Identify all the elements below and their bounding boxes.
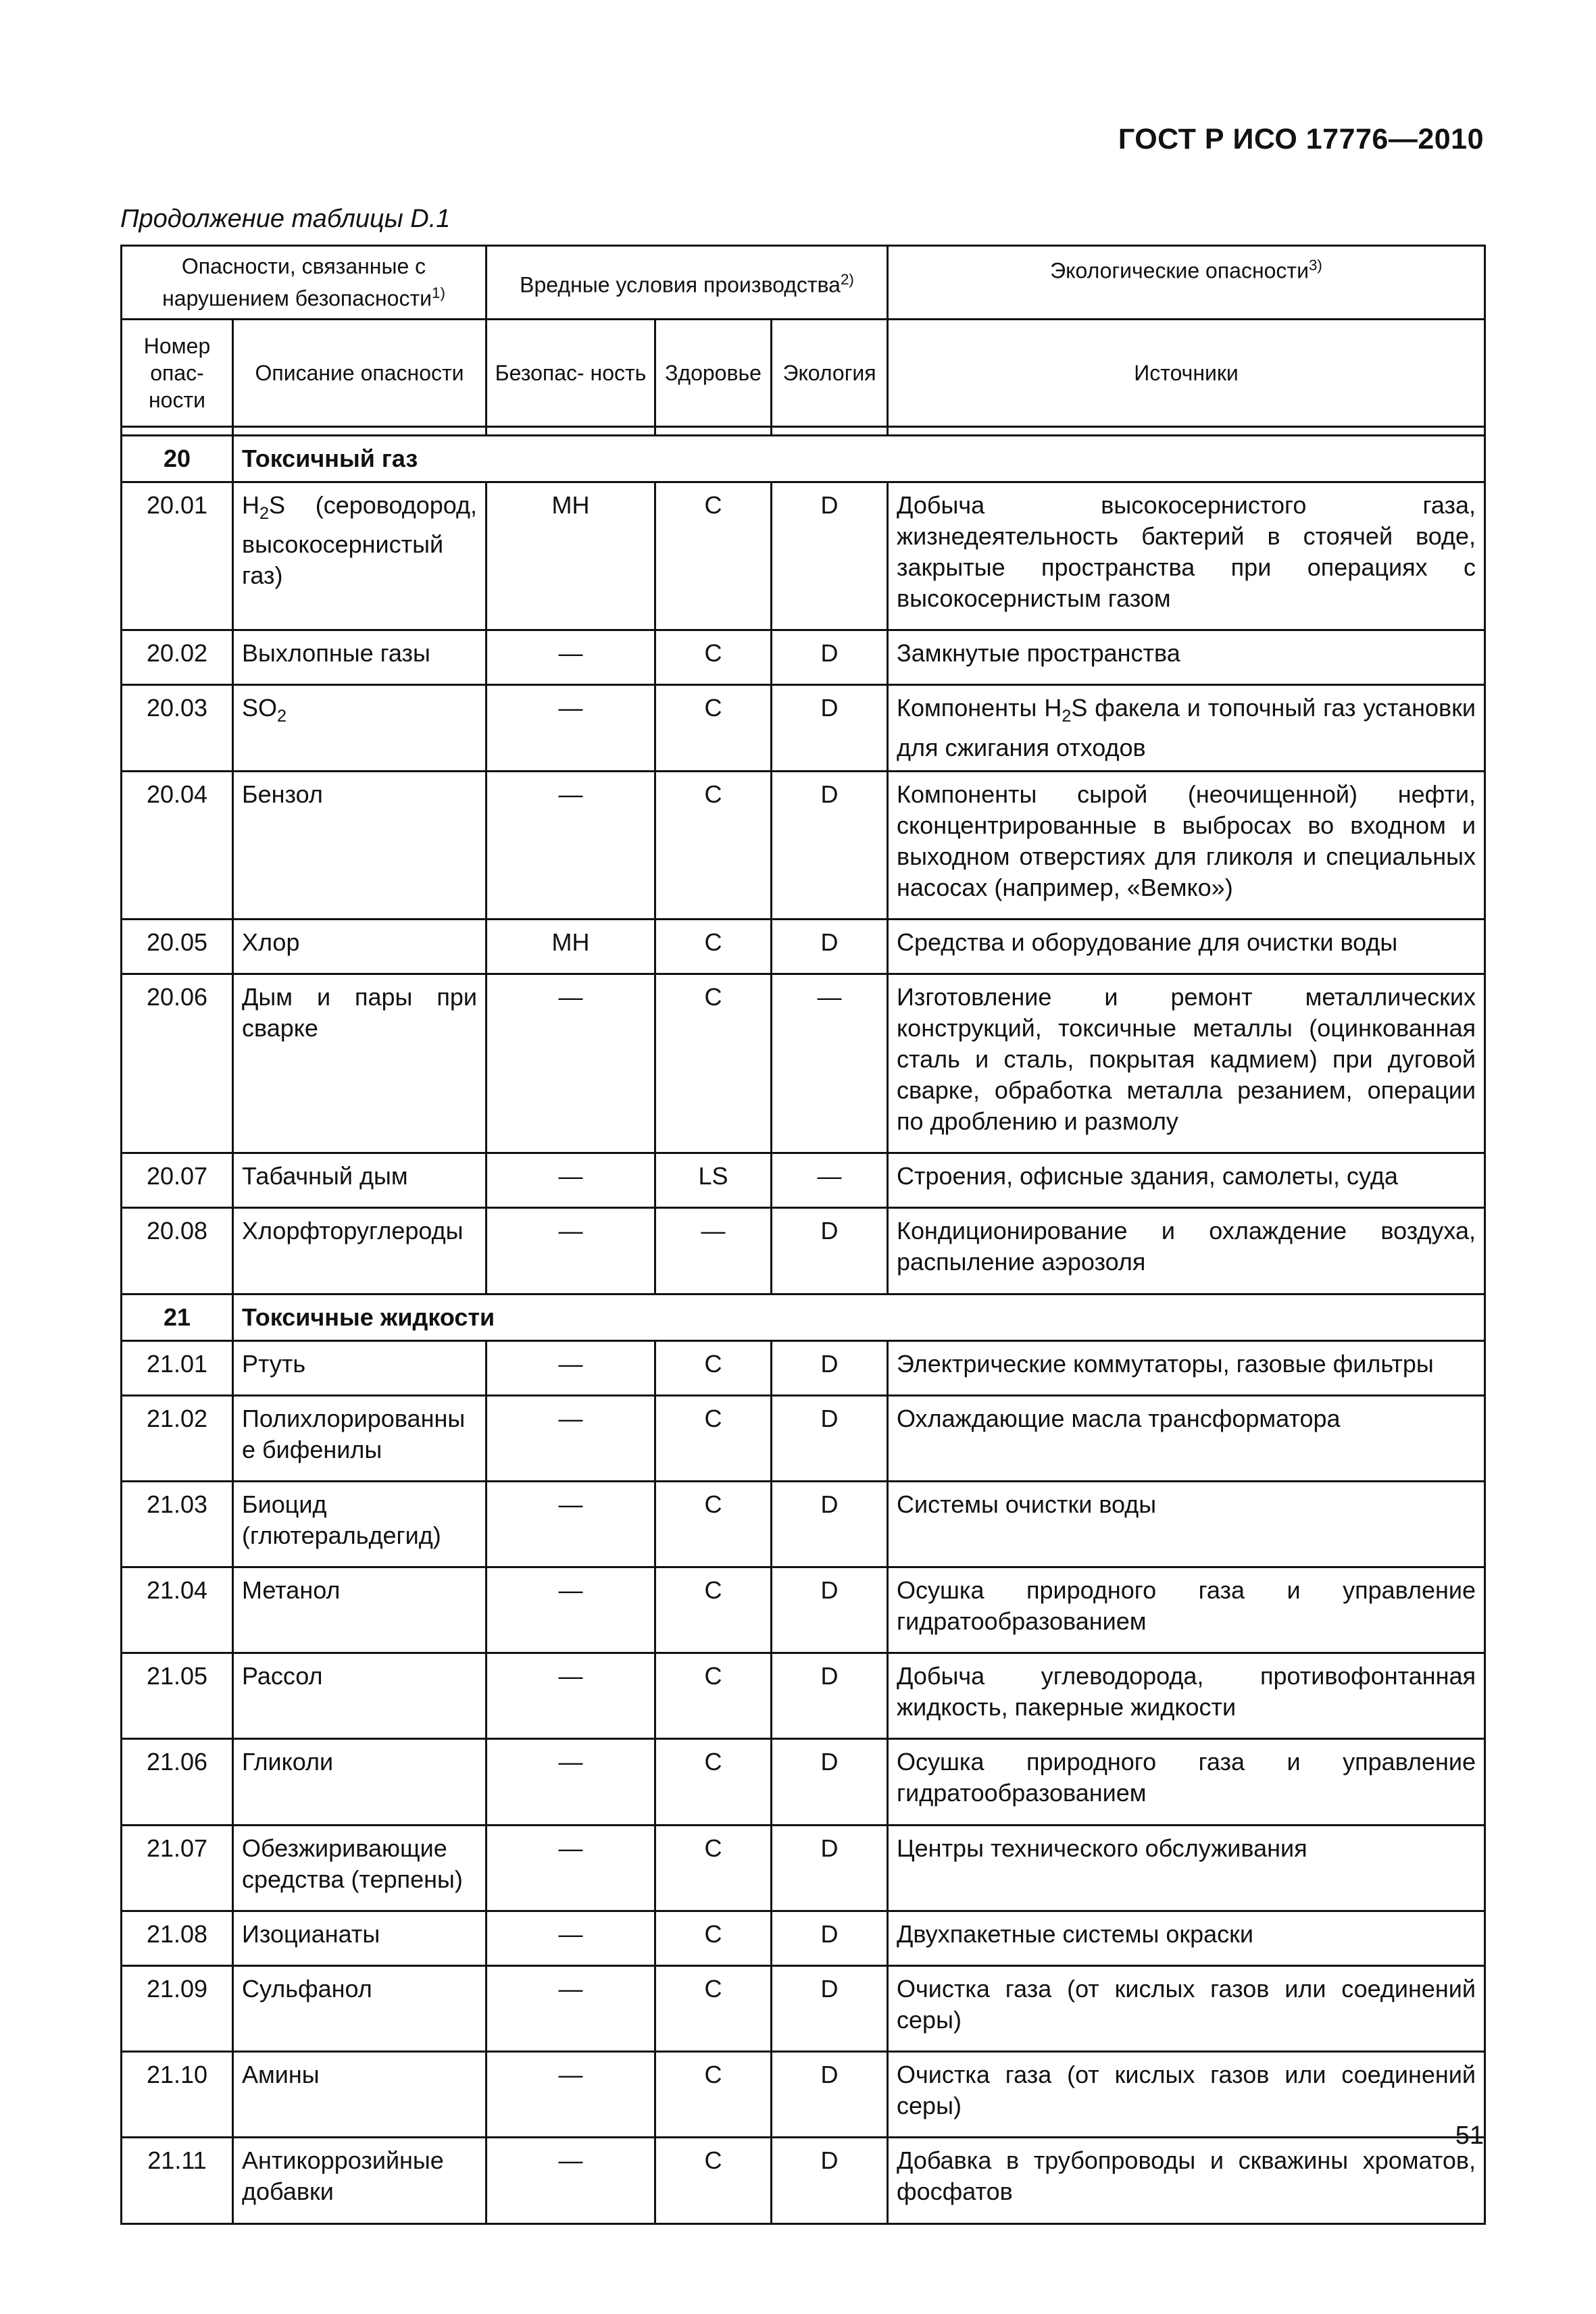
hazard-number: 20.07	[122, 1153, 233, 1208]
hazard-number: 20.06	[122, 974, 233, 1153]
hazard-description-pre: Амины	[242, 2061, 320, 2089]
sources-cell	[888, 1340, 1485, 1395]
sources-cell	[888, 2138, 1485, 2223]
health-cell: С	[655, 1395, 772, 1481]
document-code: ГОСТ Р ИСО 17776—2010	[1118, 123, 1484, 155]
table-row	[122, 1825, 1485, 1911]
sources-cell-pre: Компоненты H	[897, 694, 1062, 722]
sources-cell	[888, 1395, 1485, 1481]
table-row	[122, 2052, 1485, 2138]
table-row	[122, 1567, 1485, 1653]
table-row	[122, 685, 1485, 771]
hazard-number: 21.03	[122, 1481, 233, 1567]
health-cell: С	[655, 974, 772, 1153]
sources-cell	[888, 1966, 1485, 2052]
hazard-number: 21.08	[122, 1911, 233, 1965]
ecology-cell: D	[772, 1966, 888, 2052]
column-header-description: Описание опасности	[233, 320, 487, 427]
column-header-health: Здоровье	[655, 320, 772, 427]
hazard-number: 21.06	[122, 1739, 233, 1825]
health-cell: С	[655, 919, 772, 974]
hazard-description-pre: Дым и пары при сварке	[242, 982, 478, 1042]
ecology-cell: D	[772, 1825, 888, 1911]
ecology-cell: D	[772, 2052, 888, 2138]
section-row	[122, 436, 1485, 482]
hazard-number: 21.04	[122, 1567, 233, 1653]
sources-cell	[888, 919, 1485, 974]
page-number: 51	[1455, 2121, 1484, 2150]
hazard-table	[120, 245, 1486, 2225]
hazard-description-pre: Изоцианаты	[242, 1919, 380, 1948]
hazard-number: 20.02	[122, 630, 233, 685]
column-header-ecology: Экология	[772, 320, 888, 427]
health-cell: С	[655, 685, 772, 771]
hazard-description	[233, 630, 487, 685]
ecology-cell: D	[772, 1567, 888, 1653]
sources-cell	[888, 630, 1485, 685]
hazard-description-pre: Метанол	[242, 1576, 341, 1605]
hazard-description-pre: Полихлорированные бифенилы	[242, 1404, 466, 1463]
sources-cell-pre: Добыча углеводорода, противофонтанная жидкость, пакерные жидкости	[897, 1662, 1476, 1721]
hazard-number: 20.03	[122, 685, 233, 771]
hazard-description	[233, 482, 487, 630]
hazard-description-pre: Бензол	[242, 780, 323, 808]
health-cell: —	[655, 1208, 772, 1294]
column-header-safety: Безопас- ность	[487, 320, 655, 427]
ecology-cell: D	[772, 1739, 888, 1825]
health-cell: LS	[655, 1153, 772, 1208]
ecology-cell: D	[772, 1395, 888, 1481]
table-row	[122, 974, 1485, 1153]
hazard-number: 21.11	[122, 2138, 233, 2223]
health-cell: С	[655, 1739, 772, 1825]
hazard-description	[233, 919, 487, 974]
hazard-description	[233, 974, 487, 1153]
column-header-number: Номер опас- ности	[122, 320, 233, 427]
safety-cell: —	[487, 1911, 655, 1965]
safety-cell: —	[487, 1567, 655, 1653]
sources-cell-pre: Кондиционирование и охлаждение воздуха, распыление аэрозоля	[897, 1217, 1476, 1276]
section-number: 20	[122, 436, 233, 482]
safety-cell: —	[487, 2052, 655, 2138]
safety-cell: —	[487, 1395, 655, 1481]
safety-cell: МН	[487, 919, 655, 974]
table-row	[122, 1653, 1485, 1739]
ecology-cell: D	[772, 771, 888, 919]
hazard-description-pre: Ртуть	[242, 1349, 306, 1378]
hazard-description	[233, 1911, 487, 1965]
sources-cell-sub: 2	[1062, 707, 1072, 726]
hazard-number: 21.07	[122, 1825, 233, 1911]
hazard-description	[233, 1653, 487, 1739]
hazard-description	[233, 1481, 487, 1567]
sources-cell-pre: Электрические коммутаторы, газовые фильтры	[897, 1349, 1434, 1378]
hazard-description-pre: Хлорфторуглероды	[242, 1217, 464, 1245]
ecology-cell: D	[772, 482, 888, 630]
sources-cell	[888, 1208, 1485, 1294]
hazard-description	[233, 771, 487, 919]
table-row	[122, 1340, 1485, 1395]
hazard-description-sub: 2	[277, 707, 287, 726]
hazard-number: 20.08	[122, 1208, 233, 1294]
hazard-number: 21.10	[122, 2052, 233, 2138]
section-title: Токсичные жидкости	[233, 1294, 1485, 1340]
ecology-cell: —	[772, 1153, 888, 1208]
sources-cell-pre: Охлаждающие масла трансформатора	[897, 1404, 1341, 1432]
sources-cell-pre: Компоненты сырой (неочищенной) нефти, сконцентрированные в выбросах во входном и выходном отверстиях для гликоля и специальных насосах (например, «Вемко»)	[897, 780, 1476, 901]
sources-cell-pre: Осушка природного газа и управление гидратообразованием	[897, 1576, 1476, 1636]
hazard-description	[233, 1153, 487, 1208]
safety-cell: —	[487, 1153, 655, 1208]
ecology-cell: D	[772, 1653, 888, 1739]
ecology-cell: D	[772, 685, 888, 771]
health-cell: С	[655, 1911, 772, 1965]
sources-cell-pre: Двухпакетные системы окраски	[897, 1919, 1254, 1948]
hazard-description-pre: Сульфанол	[242, 1975, 372, 2003]
sources-cell	[888, 1911, 1485, 1965]
ecology-cell: D	[772, 2138, 888, 2223]
hazard-description-pre: Обезжиривающие средства (терпены)	[242, 1834, 463, 1893]
hazard-description-pre: Антикоррозийные добавки	[242, 2146, 444, 2206]
ecology-cell: D	[772, 1340, 888, 1395]
table-row	[122, 1208, 1485, 1294]
hazard-description	[233, 1395, 487, 1481]
hazard-description	[233, 2138, 487, 2223]
header-safety-group: Опасности, связанные с нарушением безопасности$^{1)}$	[122, 246, 487, 320]
hazard-description	[233, 1208, 487, 1294]
health-cell: С	[655, 2052, 772, 2138]
sources-cell	[888, 1481, 1485, 1567]
sources-cell-pre: Строения, офисные здания, самолеты, суда	[897, 1162, 1398, 1190]
hazard-description-pre: Гликоли	[242, 1748, 334, 1776]
safety-cell: —	[487, 1966, 655, 2052]
sources-cell-pre: Добавка в трубопроводы и скважины хроматов, фосфатов	[897, 2146, 1476, 2206]
section-title: Токсичный газ	[233, 436, 1485, 482]
section-number: 21	[122, 1294, 233, 1340]
hazard-description	[233, 1567, 487, 1653]
table-body	[122, 427, 1485, 2224]
safety-cell: —	[487, 1739, 655, 1825]
table-row	[122, 1153, 1485, 1208]
health-cell: С	[655, 1481, 772, 1567]
safety-cell: —	[487, 974, 655, 1153]
safety-cell: —	[487, 1208, 655, 1294]
table-row	[122, 1481, 1485, 1567]
table-row	[122, 2138, 1485, 2223]
health-cell: С	[655, 2138, 772, 2223]
sources-cell	[888, 685, 1485, 771]
health-cell: С	[655, 1567, 772, 1653]
health-cell: С	[655, 1825, 772, 1911]
safety-cell: —	[487, 2138, 655, 2223]
table-row	[122, 919, 1485, 974]
sources-cell-pre: Системы очистки воды	[897, 1490, 1157, 1518]
health-cell: С	[655, 1653, 772, 1739]
hazard-number: 21.01	[122, 1340, 233, 1395]
safety-cell: —	[487, 1340, 655, 1395]
hazard-description	[233, 1340, 487, 1395]
hazard-description	[233, 1739, 487, 1825]
hazard-description-pre: Табачный дым	[242, 1162, 408, 1190]
sources-cell-pre: Очистка газа (от кислых газов или соединений серы)	[897, 1975, 1476, 2034]
sources-cell	[888, 2052, 1485, 2138]
hazard-description	[233, 1825, 487, 1911]
table-row	[122, 1395, 1485, 1481]
hazard-description	[233, 2052, 487, 2138]
sources-cell	[888, 1653, 1485, 1739]
hazard-number: 21.09	[122, 1966, 233, 2052]
safety-cell: —	[487, 1825, 655, 1911]
hazard-description-pre: Выхлопные газы	[242, 639, 430, 668]
sources-cell-pre: Осушка природного газа и управление гидратообразованием	[897, 1748, 1476, 1807]
hazard-number: 21.02	[122, 1395, 233, 1481]
table-caption: Продолжение таблицы D.1	[120, 205, 451, 233]
health-cell: С	[655, 482, 772, 630]
safety-cell: —	[487, 685, 655, 771]
sources-cell-pre: Замкнутые пространства	[897, 639, 1180, 668]
sources-cell-pre: Средства и оборудование для очистки воды	[897, 928, 1398, 956]
sources-cell	[888, 771, 1485, 919]
ecology-cell: D	[772, 630, 888, 685]
sources-cell	[888, 1739, 1485, 1825]
header-ecology-group: Экологические опасности$^{3)}$	[888, 246, 1485, 320]
sources-cell-pre: Очистка газа (от кислых газов или соединений серы)	[897, 2061, 1476, 2120]
health-cell: С	[655, 1340, 772, 1395]
hazard-description	[233, 685, 487, 771]
hazard-description-pre: SO	[242, 694, 278, 722]
header-conditions-group: Вредные условия производства$^{2)}$	[487, 246, 888, 320]
ecology-cell: —	[772, 974, 888, 1153]
health-cell: С	[655, 771, 772, 919]
ecology-cell: D	[772, 1481, 888, 1567]
safety-cell: —	[487, 771, 655, 919]
ecology-cell: D	[772, 919, 888, 974]
sources-cell-pre: Центры технического обслуживания	[897, 1834, 1307, 1862]
hazard-number: 20.04	[122, 771, 233, 919]
ecology-cell: D	[772, 1911, 888, 1965]
table-row	[122, 1911, 1485, 1965]
table-row	[122, 1966, 1485, 2052]
sources-cell-pre: Изготовление и ремонт металлических конструкций, токсичные металлы (оцинкованная сталь и сталь, покрытая кадмием) при дуговой сварке, обработка металла резанием, операции по дроблению и размолу	[897, 982, 1476, 1135]
health-cell: С	[655, 1966, 772, 2052]
column-header-sources: Источники	[888, 320, 1485, 427]
hazard-number: 21.05	[122, 1653, 233, 1739]
safety-cell: МН	[487, 482, 655, 630]
sources-cell	[888, 974, 1485, 1153]
hazard-description-pre: Биоцид (глютеральдегид)	[242, 1490, 441, 1549]
safety-cell: —	[487, 630, 655, 685]
hazard-description-post: S (сероводород, высокосернистый газ)	[242, 491, 478, 590]
hazard-number: 20.05	[122, 919, 233, 974]
table-row	[122, 771, 1485, 919]
table-row	[122, 630, 1485, 685]
sources-cell-pre: Добыча высокосернистого газа, жизнедеятельность бактерий в стоячей воде, закрытые пространства при операциях с высокосернистым газом	[897, 491, 1476, 612]
sources-cell	[888, 1567, 1485, 1653]
header-separator	[122, 427, 1485, 436]
hazard-number: 20.01	[122, 482, 233, 630]
hazard-description-sub: 2	[259, 504, 270, 524]
sources-cell	[888, 1825, 1485, 1911]
sources-cell	[888, 1153, 1485, 1208]
sources-cell	[888, 482, 1485, 630]
table-row	[122, 482, 1485, 630]
hazard-description-pre: Хлор	[242, 928, 300, 956]
safety-cell: —	[487, 1653, 655, 1739]
hazard-description-pre: H	[242, 491, 259, 519]
table-row	[122, 1739, 1485, 1825]
hazard-description-pre: Рассол	[242, 1662, 323, 1690]
section-row	[122, 1294, 1485, 1340]
health-cell: С	[655, 630, 772, 685]
ecology-cell: D	[772, 1208, 888, 1294]
sources-cell-post: S факела и топочный газ установки для сжигания отходов	[897, 694, 1476, 761]
safety-cell: —	[487, 1481, 655, 1567]
hazard-description	[233, 1966, 487, 2052]
